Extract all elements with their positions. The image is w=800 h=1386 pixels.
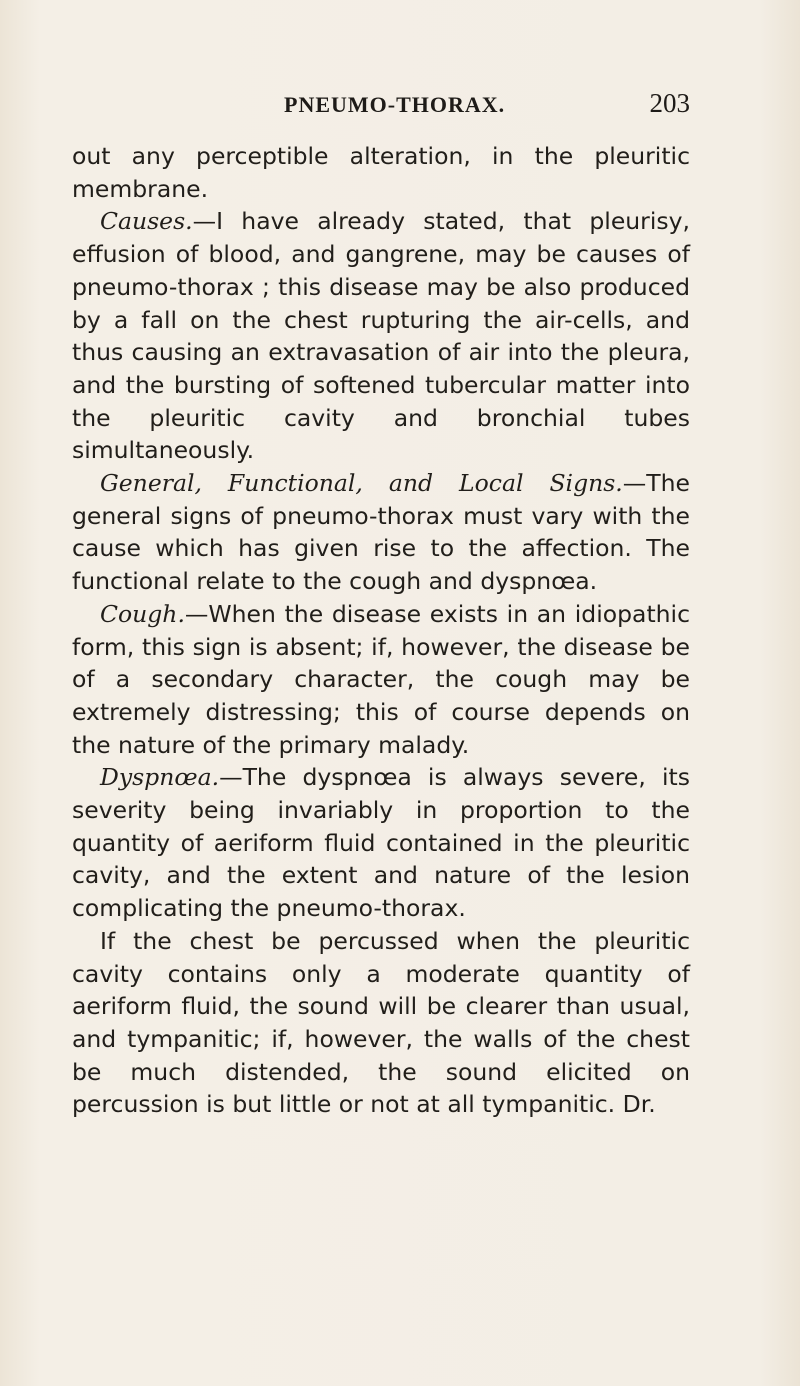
paragraph-lead: Causes. xyxy=(100,207,193,236)
page-header xyxy=(72,88,690,124)
paragraph-lead: Dyspnœa. xyxy=(100,763,220,792)
paragraph-lead: Cough. xyxy=(100,599,185,628)
paragraph-text: —The dyspnœa is always severe, its severity being invariably in proportion to the quantity of aeriform fluid contained in the pleuritic cavity, and the extent and nature of the lesion complicating the pneumo-thorax. xyxy=(72,763,690,923)
paragraph-text: out any perceptible alteration, in the pleuritic membrane. xyxy=(72,142,690,203)
paragraph xyxy=(72,140,690,205)
body-text xyxy=(72,140,690,1121)
paragraph xyxy=(72,467,690,598)
paragraph xyxy=(72,205,690,467)
paragraph-text: If the chest be percussed when the pleuritic cavity contains only a moderate quantity of aeriform fluid, the sound will be clearer than usual, and tympanitic; if, however, the walls of the chest be much distended, the sound elicited on percussion is but little or not at all tympanitic. Dr. xyxy=(72,926,690,1119)
paragraph-text: —When the disease exists in an idiopathic form, this sign is absent; if, however, the disease be of a secondary character, the cough may be extremely distressing; this of course depends on the nature of the primary malady. xyxy=(72,599,690,759)
paragraph-text: —I have already stated, that pleurisy, effusion of blood, and gangrene, may be causes of pneumo-thorax ; this disease may be also produced by a fall on the chest rupturing the air-cells, and thus causing an extravasation of air into the pleura, and the bursting of softened tubercular matter into the pleuritic cavity and bronchial tubes simultaneously. xyxy=(72,207,690,465)
paragraph xyxy=(72,925,690,1121)
page-number: 203 xyxy=(649,88,690,118)
paragraph xyxy=(72,761,690,925)
paragraph-lead: General, Functional, and Local Signs. xyxy=(100,469,623,498)
paragraph xyxy=(72,598,690,762)
paragraph-text: —The general signs of pneumo-thorax must vary with the cause which has given rise to the affection. The functional relate to the cough and dyspnœa. xyxy=(72,469,690,596)
running-head: PNEUMO-THORAX. xyxy=(284,92,506,117)
